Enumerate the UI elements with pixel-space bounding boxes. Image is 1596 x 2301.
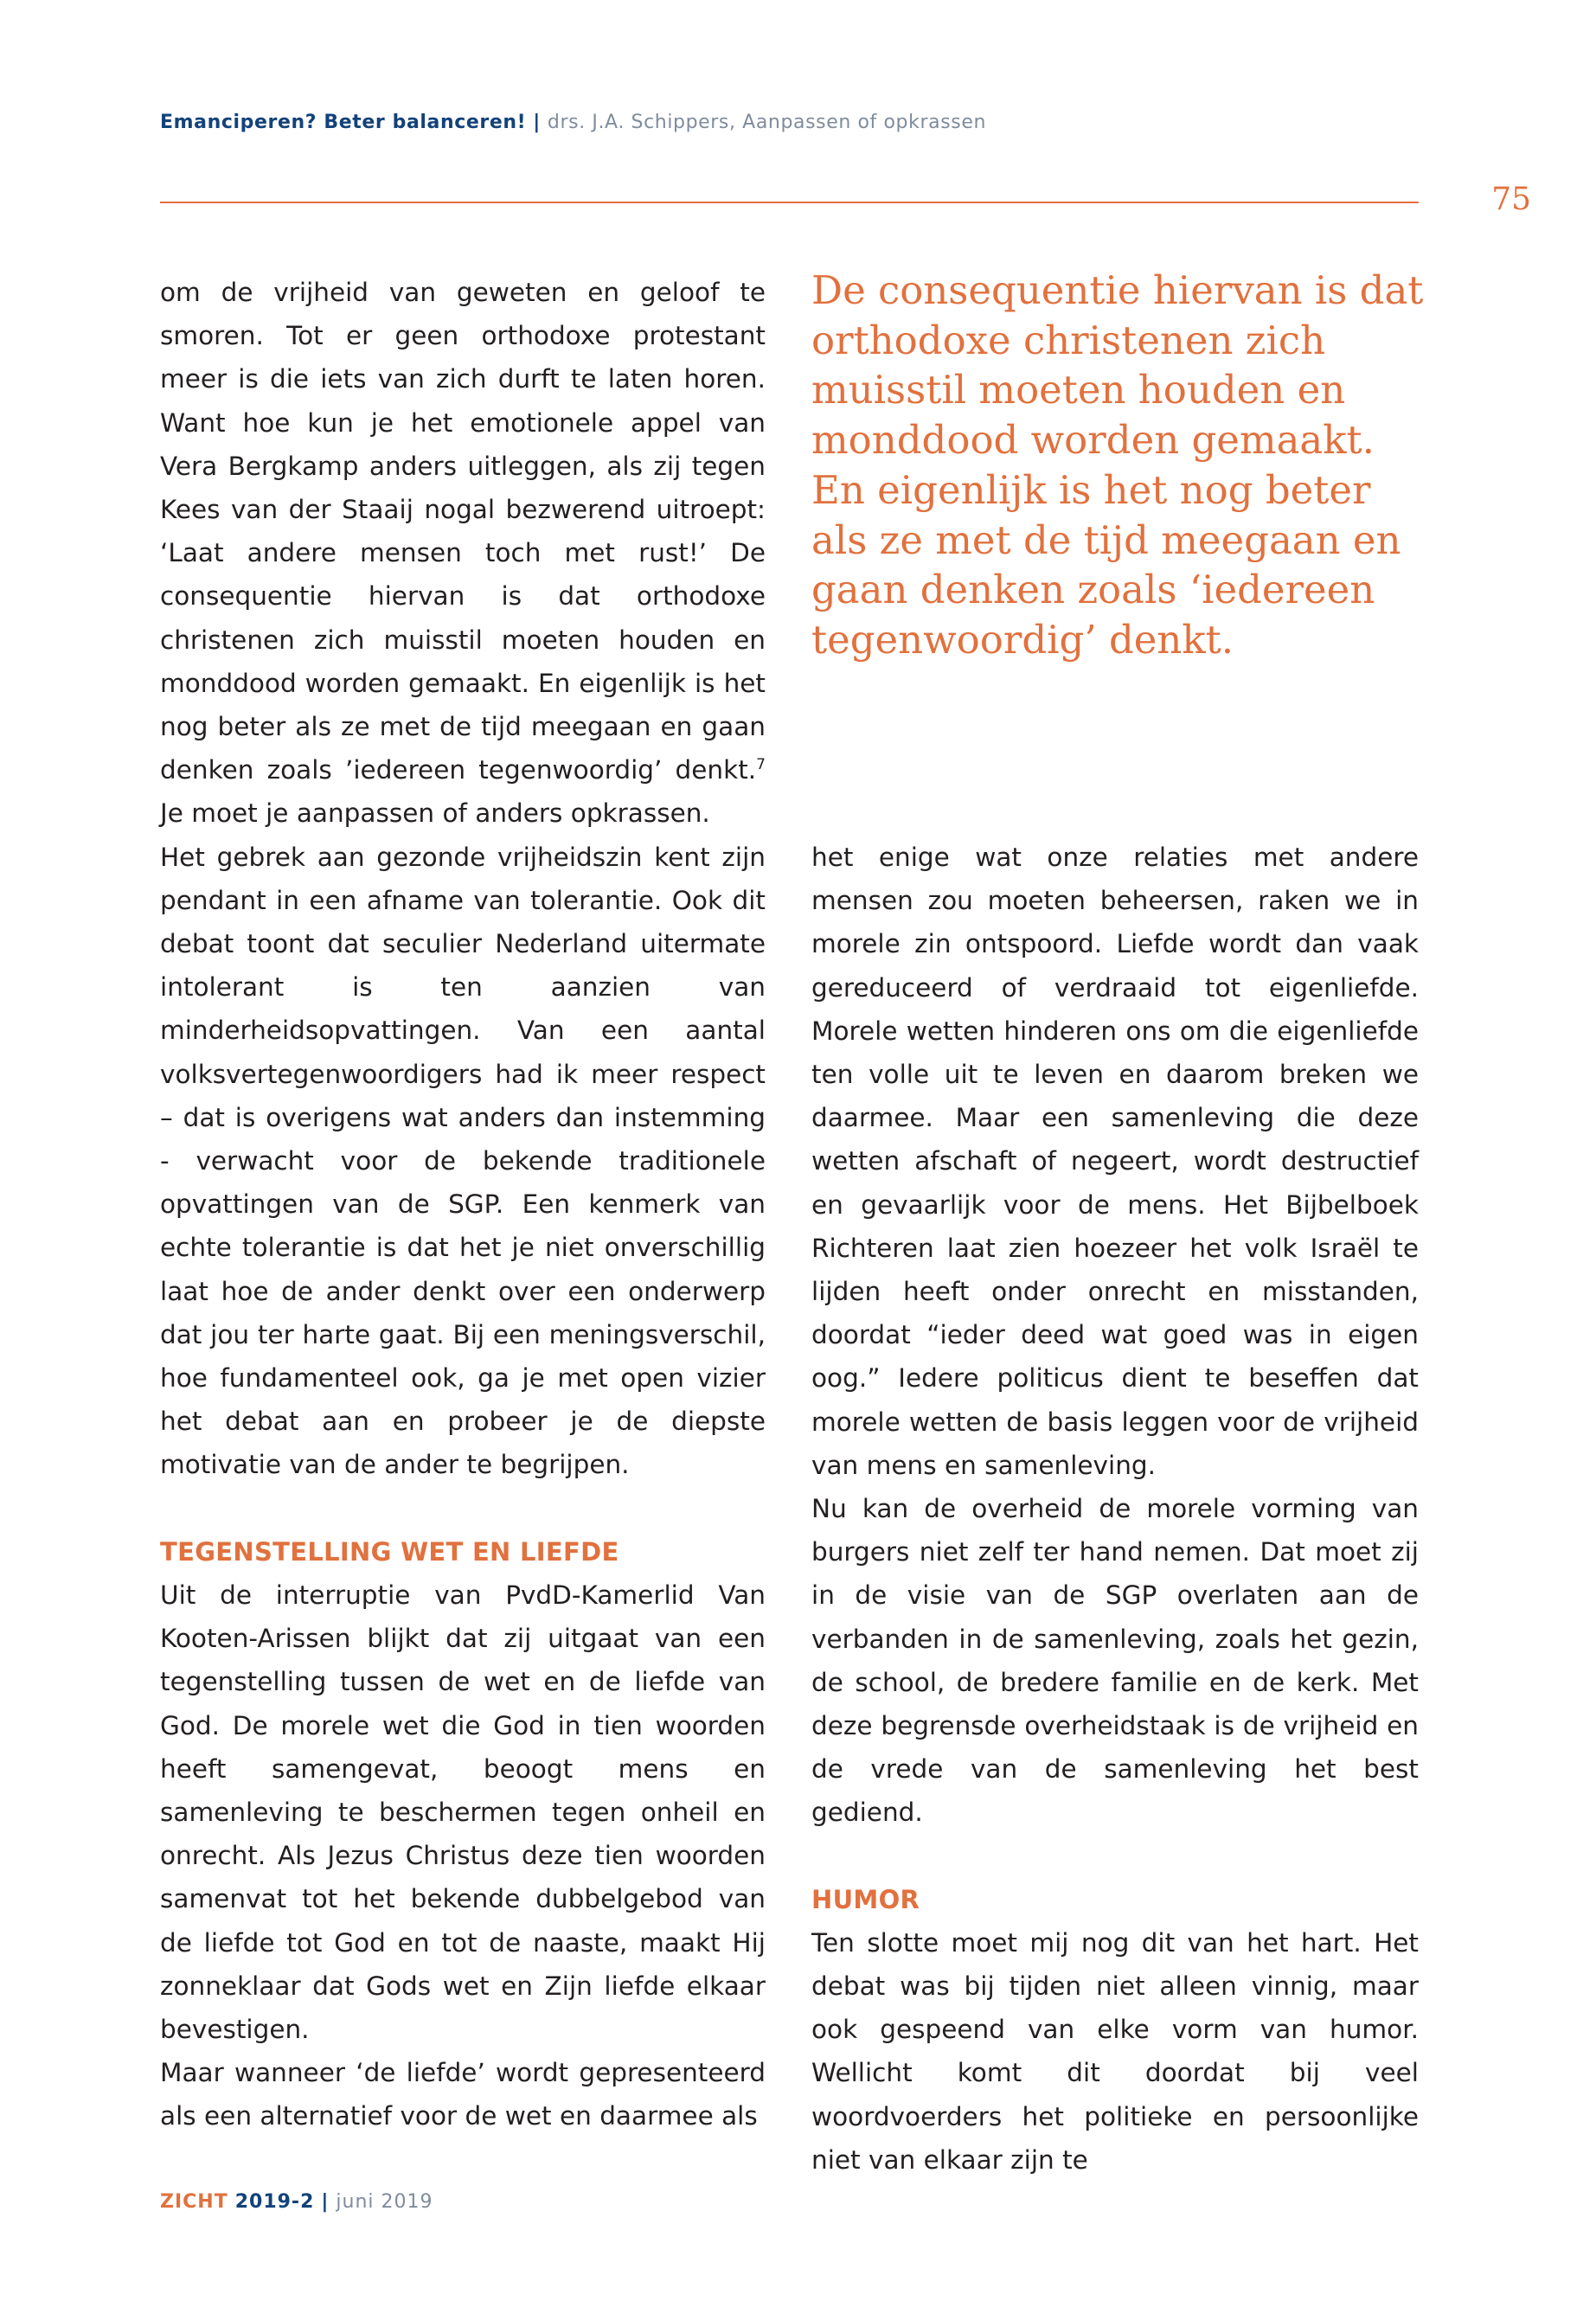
page-footer [160,2191,433,2213]
pull-quote: De consequentie hiervan is dat orthodoxe christenen zich muisstil moeten houden en monddood worden gemaakt. En eigenlijk is het nog beter als ze met de tijd meegaan en gaan denken zoals ‘iedereen tegenwoordig’ denkt. [811,267,1424,663]
left-paragraph-1-text: om de vrijheid van geweten en geloof te smoren. Tot er geen orthodoxe protestant meer is die iets van zich durft te laten horen. Want hoe kun je het emotionele appel van Vera Bergkamp anders uitleggen, als zij tegen Kees van der Staaij nogal bezwerend uitroept: ‘Laat andere mensen toch met rust!’ De consequentie hiervan is dat orthodoxe christenen zich muisstil moeten houden en monddood worden gemaakt. En eigenlijk is het nog beter als ze met de tijd meegaan en gaan denken zoals ’iedereen tegenwoordig’ denkt. [160,278,766,785]
left-paragraph-1 [160,271,766,836]
header-subtitle: drs. J.A. Schippers, Aanpassen of opkrassen [547,112,986,133]
right-paragraph-3: Ten slotte moet mij nog dit van het hart. Het debat was bij tijden niet alleen vinnig, maar ook gespeend van elke vorm van humor. Wellicht komt dit doordat bij veel woordvoerders het politieke en persoonlijke niet van elkaar zijn te [811,1927,1419,2175]
right-column [811,836,1419,2182]
right-paragraph-2: Nu kan de overheid de morele vorming van burgers niet zelf ter hand nemen. Dat moet zij in de visie van de SGP overlaten aan de verbanden in de samenleving, zoals het gezin, de school, de bredere familie en de kerk. Met deze begrensde overheidstaak is de vrijheid en de vrede van de samenleving het best gediend. [811,1494,1419,1828]
left-paragraph-1-continuation: Je moet je aanpassen of anders opkrassen. [160,798,710,829]
left-paragraph-4: Maar wanneer ‘de liefde’ wordt gepresenteerd als een alternatief voor de wet en daarmee als [160,2058,766,2131]
footnote-reference: 7 [756,756,766,774]
section-gap [160,1487,766,1530]
left-column [160,271,766,2138]
section-heading-wet-en-liefde: TEGENSTELLING WET EN LIEFDE [160,1536,619,1567]
right-paragraph-1: het enige wat onze relaties met andere mensen zou moeten beheersen, raken we in morele zin ontspoord. Liefde wordt dan vaak gereduceerd of verdraaid tot eigenliefde. Morele wetten hinderen ons om die eigenliefde ten volle uit te leven en daarom breken we daarmee. Maar een samenleving die deze wetten afschaft of negeert, wordt destructief en gevaarlijk voor de mens. Het Bijbelboek Richteren laat zien hoezeer het volk Israël te lijden heeft onder onrecht en misstanden, doordat “ieder deed wat goed was in eigen oog.” Iedere politicus dient te beseffen dat morele wetten de basis leggen voor de vrijheid van mens en samenleving. [811,843,1419,1480]
footer-date: juni 2019 [336,2191,433,2213]
footer-issue: 2019-2 [234,2191,315,2213]
header-rule [160,202,1419,203]
header-separator: | [533,112,541,133]
section-gap [811,1835,1419,1878]
header-title: Emanciperen? Beter balanceren! [160,112,527,133]
footer-separator: | [321,2191,330,2213]
left-paragraph-3: Uit de interruptie van PvdD-Kamerlid Van Kooten-Arissen blijkt dat zij uitgaat van een tegenstelling tussen de wet en de liefde van God. De morele wet die God in tien woorden heeft samengevat, beoogt mens en samenleving te beschermen tegen onheil en onrecht. Als Jezus Christus deze tien woorden samenvat tot het bekende dubbelgebod van de liefde tot God en tot de naaste, maakt Hij zonneklaar dat Gods wet en Zijn liefde elkaar bevestigen. [160,1580,766,2044]
left-paragraph-2: Het gebrek aan gezonde vrijheidszin kent zijn pendant in een afname van tolerantie. Ook dit debat toont dat seculier Nederland uitermate intolerant is ten aanzien van minderheidsopvattingen. Van een aantal volksvertegenwoordigers had ik meer respect – dat is overigens wat anders dan instemming - verwacht voor de bekende traditionele opvattingen van de SGP. Een kenmerk van echte tolerantie is dat het je niet onverschillig laat hoe de ander denkt over een onderwerp dat jou ter harte gaat. Bij een meningsverschil, hoe fundamenteel ook, ga je met open vizier het debat aan en probeer je de diepste motivatie van de ander te begrijpen. [160,842,766,1480]
footer-magazine: ZICHT [160,2191,228,2213]
section-heading-humor: HUMOR [811,1884,920,1914]
running-header [160,112,986,133]
page-number: 75 [1491,182,1531,217]
